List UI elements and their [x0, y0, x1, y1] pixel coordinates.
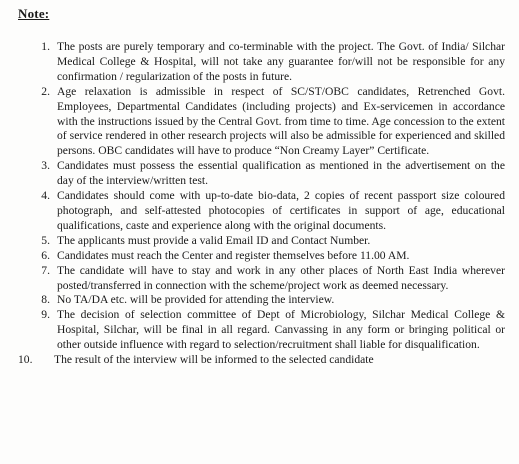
note-item-9: [0, 308, 519, 353]
note-number: 3.: [41, 159, 50, 173]
note-number: 2.: [41, 84, 50, 98]
note-number: 1.: [41, 40, 50, 53]
note-item-1: [0, 40, 519, 85]
note-number: 4.: [41, 189, 50, 203]
note-text: The result of the interview will be informed to the selected candidate: [54, 353, 374, 367]
note-text: Candidates must possess the essential qualification as mentioned in the advertisement on the day of the interview/written test.: [57, 159, 505, 188]
note-heading: Note:: [18, 6, 50, 21]
note-item-3: [0, 159, 519, 189]
note-item-7: [0, 264, 519, 294]
note-number: 10.: [18, 353, 33, 367]
note-text: The posts are purely temporary and co-terminable with the project. The Govt. of India/ Silchar Medical College & Hospital, will not take any guarantee for/will not be responsible for any confirmation / regularization of the posts in future.: [57, 40, 505, 83]
note-item-2: [0, 85, 519, 160]
note-item-8: [0, 293, 519, 308]
note-number: 7.: [41, 263, 50, 277]
note-text: The applicants must provide a valid Email ID and Contact Number.: [57, 233, 371, 247]
notes-list: [0, 40, 519, 368]
note-number: 5.: [41, 233, 50, 247]
note-item-6: [0, 249, 519, 264]
note-text: Candidates should come with up-to-date bio-data, 2 copies of recent passport size coloured photograph, and self-attested photocopies of certificates in support of age, educational qualifications, caste and experience along with the original documents.: [57, 189, 505, 232]
note-text: The candidate will have to stay and work in any other places of North East India wherever posted/transferred in connection with the scheme/project work as deemed necessary.: [57, 263, 505, 292]
note-text: Candidates must reach the Center and register themselves before 11.00 AM.: [57, 248, 410, 262]
note-number: 9.: [41, 308, 50, 322]
note-text: Age relaxation is admissible in respect of SC/ST/OBC candidates, Retrenched Govt. Employees, Departmental Candidates (including projects) and Ex-servicemen in accordance with the instructions issued by the Central Govt. from time to time. Age concession to the extent of service rendered in other research projects will also be admissible for experienced and skilled persons. OBC candidates will have to produce “Non Creamy Layer” Certificate.: [57, 84, 505, 158]
note-number: 8.: [41, 293, 50, 307]
note-item-4: [0, 189, 519, 234]
note-item-5: [0, 234, 519, 249]
note-text: The decision of selection committee of Dept of Microbiology, Silchar Medical College & Hospital, Silchar, will be final in all regard. Canvassing in any form or bringing political or other outside influence with regard to selection/recruitment shall liable for disqualification.: [57, 308, 505, 352]
note-text: No TA/DA etc. will be provided for attending the interview.: [57, 293, 335, 307]
note-number: 6.: [41, 248, 50, 262]
note-item-10: [0, 353, 519, 368]
